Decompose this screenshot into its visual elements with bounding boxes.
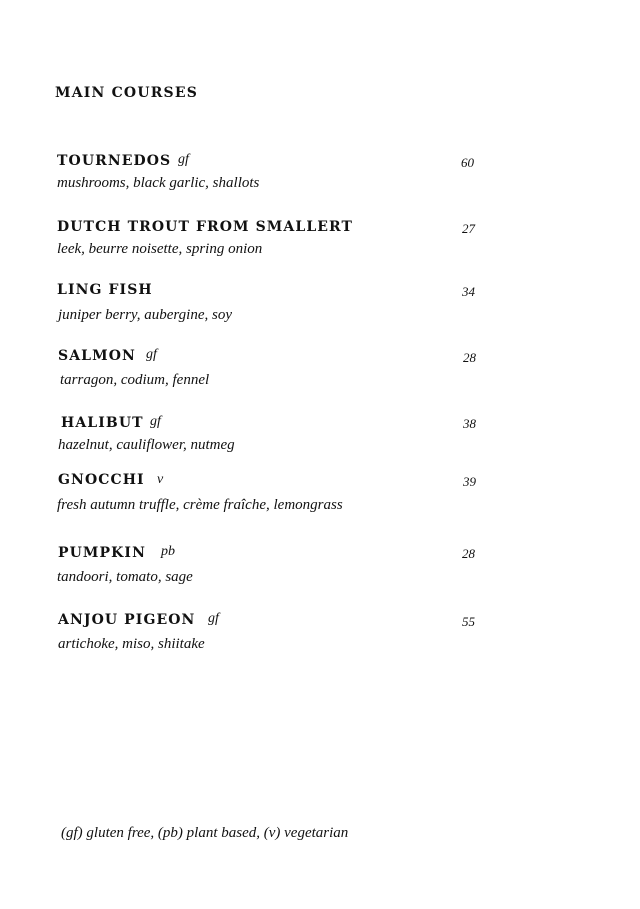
dietary-tag: gf: [178, 152, 189, 167]
dish-name: PUMPKIN: [58, 545, 146, 561]
dietary-tag: pb: [161, 544, 175, 559]
dish-name: DUTCH TROUT FROM SMALLERT: [57, 219, 354, 235]
dish-description: fresh autumn truffle, crème fraîche, lemongrass: [57, 497, 343, 513]
dietary-tag: v: [157, 472, 164, 487]
dish-price: 60: [461, 155, 474, 170]
dish-description: artichoke, miso, shiitake: [58, 636, 205, 652]
dish-price: 28: [462, 546, 475, 561]
dietary-tag: gf: [150, 414, 161, 429]
dish-description: juniper berry, aubergine, soy: [58, 307, 233, 323]
dish-description: leek, beurre noisette, spring onion: [57, 241, 263, 257]
dish-price: 27: [462, 221, 475, 236]
dish-description: tarragon, codium, fennel: [60, 372, 210, 388]
dish-price: 55: [462, 614, 475, 629]
dish-description: hazelnut, cauliflower, nutmeg: [58, 437, 235, 453]
dietary-legend: (gf) gluten free, (pb) plant based, (v) vegetarian: [61, 825, 349, 841]
dietary-tag: gf: [208, 611, 219, 626]
section-title: MAIN COURSES: [55, 85, 199, 101]
dish-name: TOURNEDOS: [57, 153, 172, 169]
dish-name: LING FISH: [57, 282, 153, 298]
dish-price: 38: [463, 416, 476, 431]
dish-name: ANJOU PIGEON: [58, 612, 196, 628]
dish-name: GNOCCHI: [58, 472, 145, 488]
dish-price: 28: [463, 350, 476, 365]
dish-price: 34: [462, 284, 475, 299]
dish-name: SALMON: [58, 348, 136, 364]
dish-description: tandoori, tomato, sage: [57, 569, 193, 585]
dish-name: HALIBUT: [61, 415, 144, 431]
dish-description: mushrooms, black garlic, shallots: [57, 175, 260, 191]
dietary-tag: gf: [146, 347, 157, 362]
dish-price: 39: [463, 474, 476, 489]
